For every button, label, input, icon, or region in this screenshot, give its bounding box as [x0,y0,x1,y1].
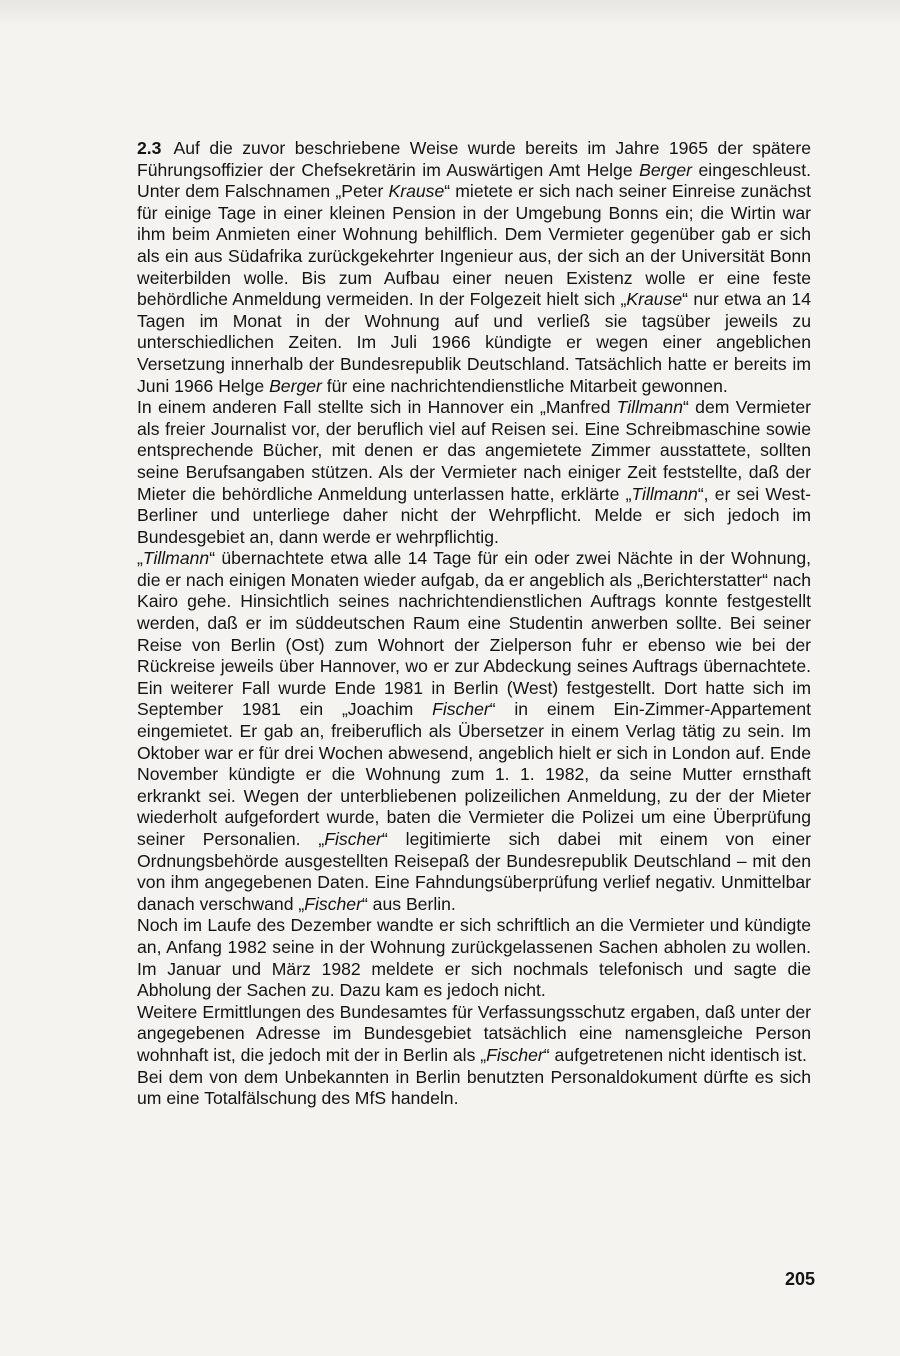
paragraph: Bei dem von dem Unbekannten in Berlin benutzten Personaldokument dürfte es sich um eine Totalfälschung des MfS handeln. [137,1066,811,1109]
italic-name: Berger [639,159,692,180]
italic-name: Berger [269,375,322,396]
italic-name: Krause [626,289,683,310]
italic-name: Fischer [324,829,382,849]
italic-name: Fischer [486,1044,544,1065]
italic-name: Tillmann [616,397,684,418]
paragraph-text: Auf die zuvor beschriebene Weise wurde bereits im Jahre 1965 der spätere Führungsoffizier der Chefsekretärin im Auswärtigen Amt Helge Berger eingeschleust. Unter dem Falschnamen „Peter Krause“ mietete er sich nach seiner Einreise zunächst für einige Tage in einer kleinen Pension in der Umgebung Bonns ein; die Wirtin war ihm beim Anmieten einer Wohnung behilflich. Dem Vermieter gegenüber gab er sich als ein aus Südafrika zurückgekehrter Ingenieur aus, der sich an der Universität Bonn weiterbilden wolle. Bis zum Aufbau einer neuen Existenz wolle er eine feste behördliche Anmeldung vermeiden. In der Folgezeit hielt sich „Krause“ nur etwa an 14 Tagen im Monat in der Wohnung auf und verließ sie tagsüber jeweils zu unterschiedlichen Zeiten. Im Juli 1966 kündigte er wegen einer angeblichen Versetzung innerhalb der Bundesrepublik Deutschland. Tatsächlich hatte er bereits im Juni 1966 Helge Berger für eine nachrichtendienstliche Mitarbeit gewonnen. [137,138,811,396]
page-number: 205 [784,1269,815,1289]
italic-name: Fischer [304,893,362,914]
section-number: 2.3 [137,138,162,158]
italic-name: Fischer [432,699,490,720]
page-top-edge [0,0,900,26]
italic-name: Tillmann [631,483,698,504]
paragraph: Noch im Laufe des Dezember wandte er sich schriftlich an die Vermieter und kündigte an, Anfang 1982 seine in der Wohnung zurückgelassenen Sachen abholen zu wollen. Im Januar und März 1982 meldete er sich nochmals telefonisch und sagte die Abholung der Sachen zu. Dazu kam es jedoch nicht. [137,915,811,1001]
document-body [137,138,811,1110]
paragraph [137,138,811,397]
paragraph: In einem anderen Fall stellte sich in Hannover ein „Manfred Tillmann“ dem Vermieter als freier Journalist vor, der beruflich viel auf Reisen sei. Eine Schreibmaschine sowie entsprechende Bücher, mit denen er das angemietete Zimmer ausstattete, sollten seine Berufsangaben stützen. Als der Vermieter nach einiger Zeit feststellte, daß der Mieter die behördliche Anmeldung unterlassen hatte, erklärte „Tillmann“, er sei West-Berliner und unterliege daher nicht der Wehrpflicht. Melde er sich jedoch im Bundesgebiet an, dann werde er wehrpflichtig. [137,397,811,547]
italic-name: Tillmann [142,548,210,569]
paragraph: Weitere Ermittlungen des Bundesamtes für Verfassungsschutz ergaben, daß unter der angegebenen Adresse im Bundesgebiet tatsächlich eine namensgleiche Person wohnhaft ist, die jedoch mit der in Berlin als „Fischer“ aufgetretenen nicht identisch ist. [137,1001,811,1065]
paragraph: „Tillmann“ übernachtete etwa alle 14 Tage für ein oder zwei Nächte in der Wohnung, die er nach einigen Monaten wieder aufgab, da er angeblich als „Berichterstatter“ nach Kairo gehe. Hinsichtlich seines nachrichtendienstlichen Auftrags konnte festgestellt werden, daß er im süddeutschen Raum eine Studentin anwerben sollte. Bei seiner Reise von Berlin (Ost) zum Wohnort der Zielperson fuhr er ebenso wie bei der Rückreise jeweils über Hannover, wo er zur Abdeckung seines Auftrags übernachtete. Ein weiterer Fall wurde Ende 1981 in Berlin (West) festgestellt. Dort hatte sich im September 1981 ein „Joachim Fischer“ in einem Ein-Zimmer-Appartement eingemietet. Er gab an, freiberuflich als Übersetzer in einem Verlag tätig zu sein. Im Oktober war er für drei Wochen abwesend, angeblich hielt er sich in London auf. Ende November kündigte er die Wohnung zum 1. 1. 1982, da seine Mutter ernsthaft erkrankt sei. Wegen der unterbliebenen polizeilichen Anmeldung, zu der der Mieter wiederholt aufgefordert wurde, baten die Vermieter die Polizei um eine Überprüfung seiner Personalien. „Fischer“ legitimierte sich dabei mit einem von einer Ordnungsbehörde ausgestellten Reisepaß der Bundesrepublik Deutschland – mit den von ihm angegebenen Daten. Eine Fahndungsüberprüfung verlief negativ. Unmittelbar danach verschwand „Fischer“ aus Berlin. [137,548,812,914]
italic-name: Krause [388,181,445,202]
